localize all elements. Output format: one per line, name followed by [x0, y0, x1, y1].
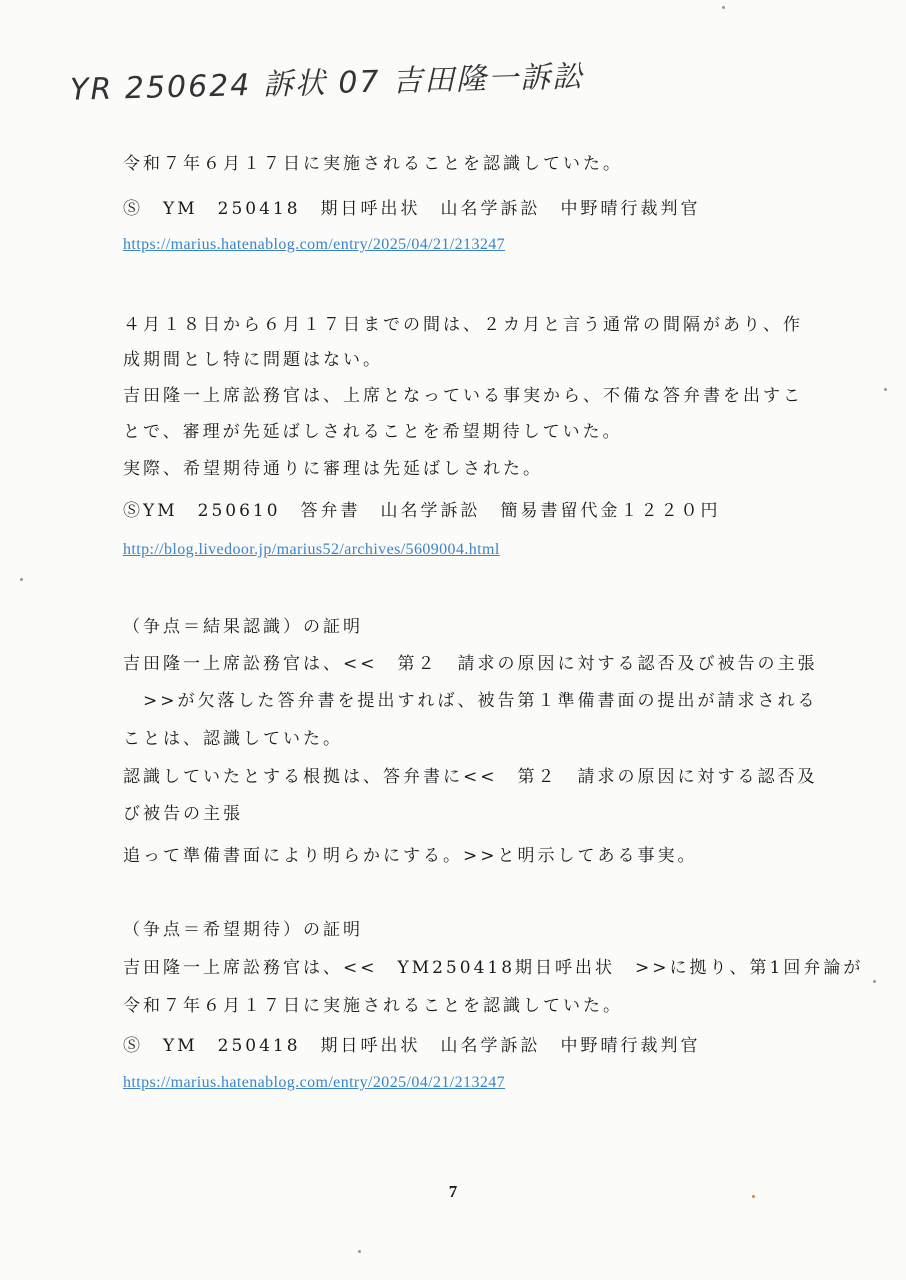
scan-speck [722, 6, 725, 9]
text-line: 追って準備書面により明らかにする。>>と明示してある事実。 [123, 846, 698, 866]
text-line: 認識していたとする根拠は、答弁書に<< 第２ 請求の原因に対する認否及 [123, 767, 818, 787]
text-line: >>が欠落した答弁書を提出すれば、被告第１準備書面の提出が請求される [123, 691, 818, 711]
reference-link[interactable]: https://marius.hatenablog.com/entry/2025/04/21/213247 [123, 236, 506, 253]
text-line: 令和７年６月１７日に実施されることを認識していた。 [123, 996, 623, 1016]
text-line: 成期間とし特に問題はない。 [123, 350, 383, 370]
text-line: 吉田隆一上席訟務官は、<< YM250418期日呼出状 >>に拠り、第1回弁論が [123, 958, 864, 978]
reference-link[interactable]: https://marius.hatenablog.com/entry/2025/04/21/213247 [123, 1074, 506, 1091]
scan-speck [20, 578, 23, 581]
scan-speck [358, 1250, 361, 1253]
text-line: 吉田隆一上席訟務官は、上席となっている事実から、不備な答弁書を出すこ [123, 386, 803, 406]
reference-line: ⓈYM 250610 答弁書 山名学訴訟 簡易書留代金１２２０円 [123, 501, 721, 521]
section-heading: （争点＝結果認識）の証明 [123, 617, 363, 637]
text-line: 実際、希望期待通りに審理は先延ばしされた。 [123, 459, 543, 479]
text-line: び被告の主張 [123, 804, 243, 824]
scan-speck [873, 980, 876, 983]
text-line: ことは、認識していた。 [123, 729, 343, 749]
scan-speck [752, 1195, 755, 1198]
handwritten-header: YR 250624 訴状 07 吉田隆一訴訟 [69, 59, 585, 108]
scan-speck [884, 388, 887, 391]
text-line: 令和７年６月１７日に実施されることを認識していた。 [123, 154, 623, 174]
reference-link[interactable]: http://blog.livedoor.jp/marius52/archives/5609004.html [123, 541, 500, 558]
section-heading: （争点＝希望期待）の証明 [123, 920, 363, 940]
text-line: 吉田隆一上席訟務官は、<< 第２ 請求の原因に対する認否及び被告の主張 [123, 654, 818, 674]
reference-line: Ⓢ YM 250418 期日呼出状 山名学訴訟 中野晴行裁判官 [123, 1036, 701, 1056]
text-line: とで、審理が先延ばしされることを希望期待していた。 [123, 422, 623, 442]
page-number: 7 [448, 1182, 458, 1201]
text-line: ４月１８日から６月１７日までの間は、２カ月と言う通常の間隔があり、作 [123, 315, 803, 335]
reference-line: Ⓢ YM 250418 期日呼出状 山名学訴訟 中野晴行裁判官 [123, 199, 701, 219]
